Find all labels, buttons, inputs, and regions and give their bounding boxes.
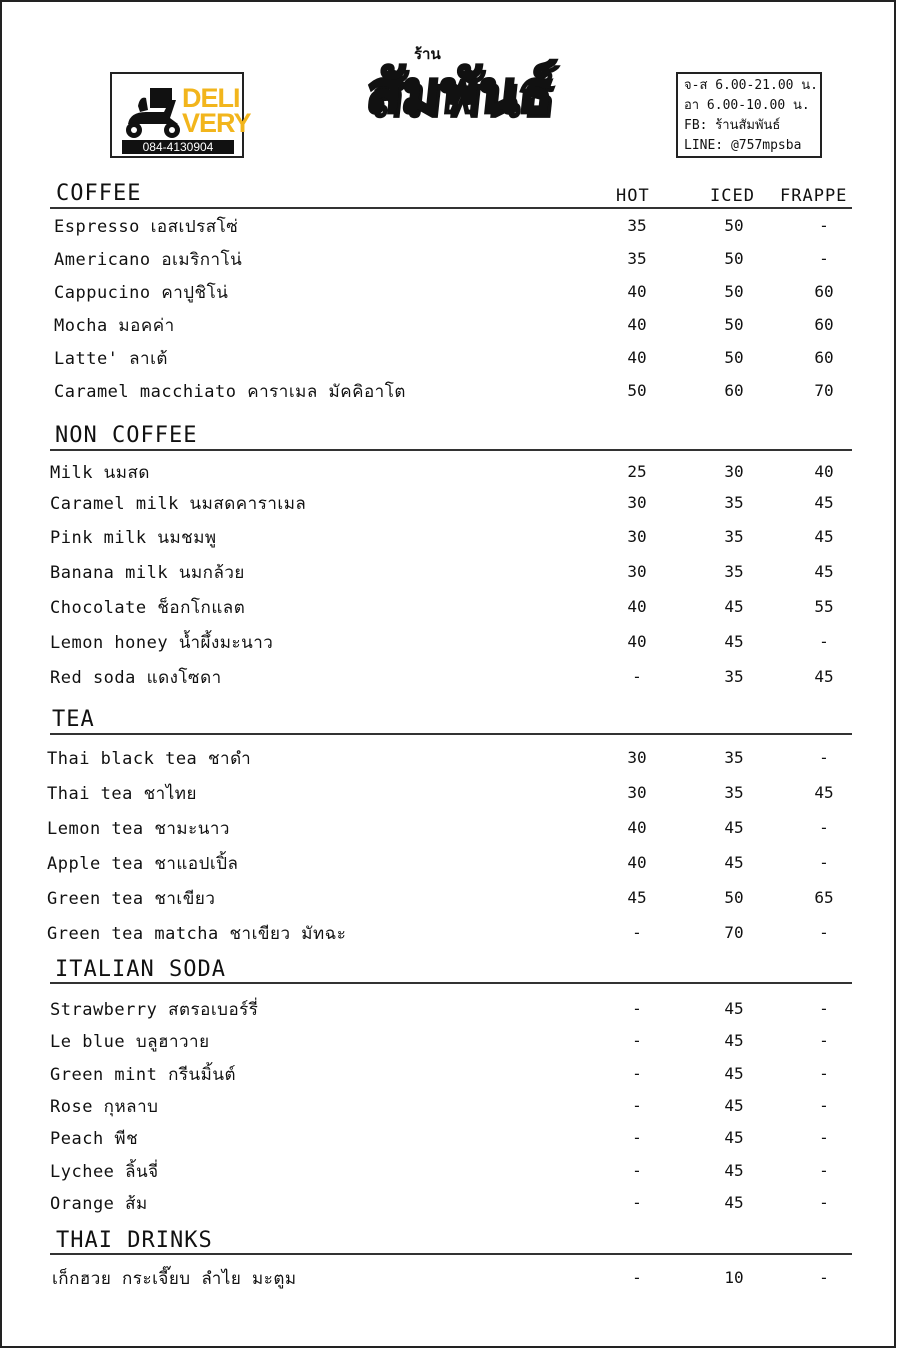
scooter-icon — [120, 84, 184, 142]
price-iced: 35 — [724, 783, 744, 802]
price-frappe: - — [819, 216, 829, 235]
menu-item-name: Milk นมสด — [50, 463, 150, 483]
price-iced: 70 — [724, 923, 744, 942]
section-title: ITALIAN SODA — [55, 957, 226, 982]
price-hot: - — [632, 1031, 642, 1050]
section-title: COFFEE — [56, 181, 142, 206]
price-frappe: - — [819, 923, 829, 942]
menu-item-name: Latte' ลาเต้ — [54, 349, 168, 369]
logo-prefix: ร้าน — [414, 46, 441, 63]
price-frappe: - — [819, 249, 829, 268]
price-frappe: 45 — [814, 493, 834, 512]
price-iced: 50 — [724, 216, 744, 235]
price-frappe: - — [819, 1064, 829, 1083]
menu-item-name: Lemon tea ชามะนาว — [47, 819, 230, 839]
price-frappe: 60 — [814, 348, 834, 367]
price-hot: 40 — [627, 597, 647, 616]
menu-item-name: Thai black tea ชาดำ — [47, 749, 252, 769]
price-hot: 30 — [627, 527, 647, 546]
price-hot: - — [632, 1096, 642, 1115]
price-frappe: 45 — [814, 783, 834, 802]
price-frappe: 45 — [814, 562, 834, 581]
price-iced: 45 — [724, 999, 744, 1018]
price-hot: 30 — [627, 783, 647, 802]
menu-item-name: Apple tea ชาแอปเปิ้ล — [47, 854, 239, 874]
price-frappe: 55 — [814, 597, 834, 616]
menu-item-name: เก็กฮวย กระเจี๊ยบ ลำไย มะตูม — [52, 1269, 297, 1289]
price-frappe: 45 — [814, 667, 834, 686]
menu-item-name: Red soda แดงโซดา — [50, 668, 222, 688]
price-hot: 40 — [627, 348, 647, 367]
price-iced: 50 — [724, 249, 744, 268]
price-iced: 45 — [724, 1064, 744, 1083]
price-hot: 35 — [627, 249, 647, 268]
price-hot: - — [632, 1128, 642, 1147]
price-hot: 50 — [627, 381, 647, 400]
price-iced: 50 — [724, 315, 744, 334]
facebook-page: FB: ร้านสัมพันธ์ — [684, 118, 781, 133]
price-iced: 45 — [724, 1096, 744, 1115]
menu-item-name: Mocha มอคค่า — [54, 316, 175, 336]
price-iced: 45 — [724, 1031, 744, 1050]
menu-item-name: Banana milk นมกล้วย — [50, 563, 245, 583]
hours-weekday: จ-ส 6.00-21.00 น. — [684, 78, 819, 93]
price-frappe: 65 — [814, 888, 834, 907]
price-frappe: - — [819, 999, 829, 1018]
price-hot: 40 — [627, 853, 647, 872]
menu-item-name: Chocolate ช็อกโกแลต — [50, 598, 246, 618]
price-iced: 60 — [724, 381, 744, 400]
price-hot: 40 — [627, 632, 647, 651]
price-hot: 40 — [627, 818, 647, 837]
logo-name: สัมพันธ์ — [363, 60, 557, 125]
menu-item-name: Caramel macchiato คาราเมล มัคคิอาโต — [54, 382, 406, 402]
section-divider — [50, 733, 852, 735]
price-frappe: - — [819, 1161, 829, 1180]
price-iced: 35 — [724, 527, 744, 546]
price-frappe: - — [819, 1268, 829, 1287]
menu-item-name: Le blue บลูฮาวาย — [50, 1032, 210, 1052]
menu-item-name: Lemon honey น้ำผึ้งมะนาว — [50, 633, 274, 653]
price-frappe: - — [819, 632, 829, 651]
menu-item-name: Caramel milk นมสดคาราเมล — [50, 494, 307, 514]
price-hot: 40 — [627, 315, 647, 334]
price-hot: - — [632, 1064, 642, 1083]
column-frappe: FRAPPE — [780, 186, 848, 206]
price-iced: 45 — [724, 1193, 744, 1212]
section-title: THAI DRINKS — [56, 1228, 213, 1253]
price-iced: 35 — [724, 667, 744, 686]
menu-item-name: Green tea matcha ชาเขียว มัทฉะ — [47, 924, 347, 944]
price-frappe: 70 — [814, 381, 834, 400]
price-hot: - — [632, 1268, 642, 1287]
column-iced: ICED — [710, 186, 755, 206]
price-frappe: - — [819, 1193, 829, 1212]
price-iced: 10 — [724, 1268, 744, 1287]
price-hot: 40 — [627, 282, 647, 301]
price-iced: 35 — [724, 562, 744, 581]
price-hot: 30 — [627, 562, 647, 581]
price-frappe: 40 — [814, 462, 834, 481]
column-hot: HOT — [616, 186, 650, 206]
menu-item-name: Espresso เอสเปรสโซ่ — [54, 217, 239, 237]
price-frappe: 60 — [814, 315, 834, 334]
price-frappe: 60 — [814, 282, 834, 301]
price-hot: - — [632, 999, 642, 1018]
section-divider — [50, 1253, 852, 1255]
price-hot: 25 — [627, 462, 647, 481]
price-iced: 50 — [724, 888, 744, 907]
price-hot: - — [632, 1193, 642, 1212]
menu-item-name: Lychee ลิ้นจี่ — [50, 1162, 159, 1182]
price-frappe: - — [819, 1096, 829, 1115]
price-iced: 45 — [724, 597, 744, 616]
menu-item-name: Green tea ชาเขียว — [47, 889, 216, 909]
price-frappe: - — [819, 748, 829, 767]
price-hot: - — [632, 923, 642, 942]
menu-item-name: Orange ส้ม — [50, 1194, 148, 1214]
section-title: TEA — [52, 707, 95, 732]
menu-item-name: Pink milk นมชมพู — [50, 528, 217, 548]
opening-hours-box — [676, 72, 822, 158]
shop-logo — [340, 40, 580, 140]
price-hot: - — [632, 667, 642, 686]
menu-item-name: Peach พีช — [50, 1129, 139, 1149]
section-divider — [50, 207, 852, 209]
section-divider — [50, 449, 852, 451]
menu-item-name: Strawberry สตรอเบอร์รี่ — [50, 1000, 259, 1020]
delivery-badge — [110, 72, 251, 158]
price-hot: 30 — [627, 748, 647, 767]
delivery-text: DELI VERY — [182, 83, 251, 138]
menu-item-name: Americano อเมริกาโน่ — [54, 250, 243, 270]
price-frappe: 45 — [814, 527, 834, 546]
hours-sunday: อา 6.00-10.00 น. — [684, 98, 810, 113]
price-frappe: - — [819, 818, 829, 837]
section-title: NON COFFEE — [55, 423, 198, 448]
price-iced: 35 — [724, 493, 744, 512]
price-iced: 50 — [724, 348, 744, 367]
delivery-phone: 084-4130904 — [122, 140, 234, 154]
section-divider — [50, 982, 852, 984]
price-frappe: - — [819, 1128, 829, 1147]
price-hot: 45 — [627, 888, 647, 907]
price-frappe: - — [819, 1031, 829, 1050]
menu-item-name: Thai tea ชาไทย — [47, 784, 197, 804]
price-iced: 45 — [724, 632, 744, 651]
price-iced: 45 — [724, 1161, 744, 1180]
line-id: LINE: @757mpsba — [684, 138, 802, 153]
price-hot: - — [632, 1161, 642, 1180]
price-iced: 35 — [724, 748, 744, 767]
price-iced: 50 — [724, 282, 744, 301]
menu-item-name: Cappucino คาปูชิโน่ — [54, 283, 229, 303]
price-iced: 30 — [724, 462, 744, 481]
price-hot: 35 — [627, 216, 647, 235]
price-frappe: - — [819, 853, 829, 872]
menu-item-name: Rose กุหลาบ — [50, 1097, 159, 1117]
menu-item-name: Green mint กรีนมิ้นต์ — [50, 1065, 236, 1085]
price-iced: 45 — [724, 853, 744, 872]
price-iced: 45 — [724, 818, 744, 837]
price-iced: 45 — [724, 1128, 744, 1147]
price-hot: 30 — [627, 493, 647, 512]
